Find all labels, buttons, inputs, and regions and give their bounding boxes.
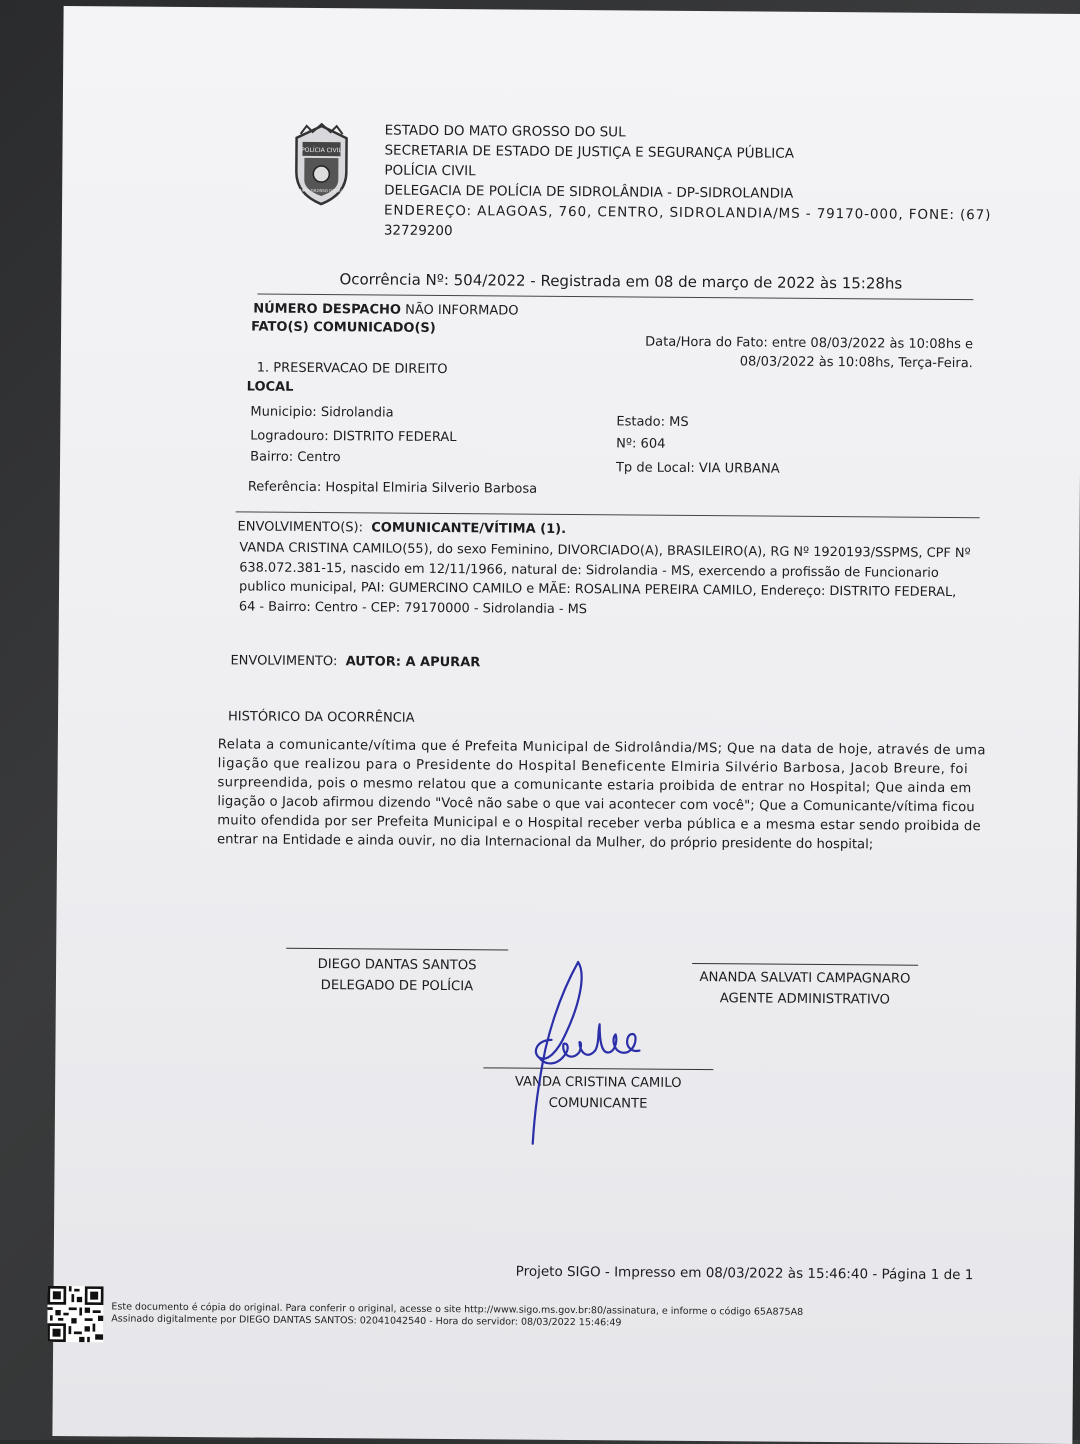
fatos-label: FATO(S) COMUNICADO(S) xyxy=(251,319,436,336)
envolvimento-line: 64 - Bairro: Centro - CEP: 79170000 - Sidrolandia - MS xyxy=(238,598,588,617)
historico-title: HISTÓRICO DA OCORRÊNCIA xyxy=(227,709,415,726)
historico-line: entrar na Entidade e ainda ouvir, no dia Internacional da Mulher, do próprio presidente do hospital; xyxy=(217,832,874,853)
envolvimento-autor xyxy=(230,651,480,672)
data-hora-line-2: 08/03/2022 às 10:08hs, Terça-Feira. xyxy=(739,354,973,372)
print-info: Projeto SIGO - Impresso em 08/03/2022 às 15:46:40 - Página 1 de 1 xyxy=(515,1263,974,1284)
despacho-value: NÃO INFORMADO xyxy=(400,302,519,319)
historico-line: Relata a comunicante/vítima que é Prefeita Municipal de Sidrolândia/MS; Que na data de hoje, através de uma xyxy=(217,737,986,759)
handwritten-signature xyxy=(495,953,667,1154)
footer-note-2: Assinado digitalmente por DIEGO DANTAS SANTOS: 02041042540 - Hora do servidor: 08/03/2022 15:46:49 xyxy=(111,1313,622,1329)
envolvimento-label: ENVOLVIMENTO(S): xyxy=(237,519,364,536)
envolvimento-role: AUTOR: A APURAR xyxy=(345,654,481,671)
fato-item: 1. PRESERVACAO DE DIREITO xyxy=(256,360,448,378)
historico-line: ligação o Jacob afirmou dizendo "Você não sabe o que vai acontecer com você"; Que a Comunicante/vítima ficou xyxy=(217,794,975,816)
data-hora-fato xyxy=(621,332,973,373)
despacho-label: NÚMERO DESPACHO xyxy=(253,301,402,318)
comunicante-role: COMUNICANTE xyxy=(548,1095,648,1112)
qr-code-icon xyxy=(47,1286,103,1342)
delegado-role: DELEGADO DE POLÍCIA xyxy=(320,978,474,995)
divider xyxy=(236,511,980,518)
svg-text:MATO GROSSO DO SUL: MATO GROSSO DO SUL xyxy=(297,187,345,194)
local-logradouro: Logradouro: DISTRITO FEDERAL xyxy=(250,428,457,446)
agente-name: ANANDA SALVATI CAMPAGNARO xyxy=(699,970,911,987)
historico-line: ligação que realizou para o Presidente do Hospital Beneficente Elmiria Silvério Barbosa, Jacob Breure, foi xyxy=(217,756,969,778)
police-crest-icon xyxy=(286,122,357,207)
historico-text xyxy=(217,735,994,855)
agente-role: AGENTE ADMINISTRATIVO xyxy=(719,991,890,1008)
signature-agente xyxy=(682,967,928,1011)
divider xyxy=(257,294,973,301)
local-municipio: Municipio: Sidrolandia xyxy=(250,404,394,421)
envolvimento-role: COMUNICANTE/VÍTIMA (1). xyxy=(371,520,567,537)
header-line-delegacia: DELEGACIA DE POLÍCIA DE SIDROLÂNDIA - DP-SIDROLANDIA xyxy=(384,182,794,202)
envolvimento-line: 638.072.381-15, nascido em 12/11/1966, natural de: Sidrolandia - MS, exercendo a profissão de Funcionario xyxy=(239,559,939,581)
svg-text:POLÍCIA CIVIL: POLÍCIA CIVIL xyxy=(301,146,342,155)
signature-line-delegado xyxy=(286,948,508,951)
signature-line-agente xyxy=(692,963,918,966)
data-hora-line-1: Data/Hora do Fato: entre 08/03/2022 às 10:08hs e xyxy=(645,334,974,353)
header-block xyxy=(384,121,992,246)
header-line-state: ESTADO DO MATO GROSSO DO SUL xyxy=(384,122,626,141)
header-line-endereco: ENDEREÇO: ALAGOAS, 760, CENTRO, SIDROLANDIA/MS - 79170-000, FONE: (67) xyxy=(383,202,992,224)
delegado-name: DIEGO DANTAS SANTOS xyxy=(317,957,477,974)
envolvimento-details xyxy=(239,538,982,622)
header-line-policia: POLÍCIA CIVIL xyxy=(384,162,476,180)
header-line-secretaria: SECRETARIA DE ESTADO DE JUSTIÇA E SEGURANÇA PÚBLICA xyxy=(384,142,795,162)
envolvimento-comunicante xyxy=(237,517,566,539)
comunicante-name: VANDA CRISTINA CAMILO xyxy=(514,1074,682,1091)
occurrence-title: Ocorrência Nº: 504/2022 - Registrada em 08 de março de 2022 às 15:28hs xyxy=(339,270,903,293)
header-line-fone: 32729200 xyxy=(383,222,453,240)
local-bairro: Bairro: Centro xyxy=(250,449,341,466)
historico-line: surpreendida, pois o mesmo relatou que a comunicante estaria proibida de entrar no Hospital; Que ainda em xyxy=(217,775,972,797)
historico-line: muito ofendida por ser Prefeita Municipal e o Hospital receber verba pública e a mesma estar sendo proibida de xyxy=(217,813,981,835)
envolvimento-line: VANDA CRISTINA CAMILO(55), do sexo Feminino, DIVORCIADO(A), BRASILEIRO(A), RG Nº 1920193/SSPMS, CPF Nº xyxy=(239,540,971,562)
local-referencia: Referência: Hospital Elmiria Silverio Barbosa xyxy=(247,479,538,497)
local-numero: Nº: 604 xyxy=(616,436,666,452)
local-estado: Estado: MS xyxy=(616,414,689,430)
envolvimento-label: ENVOLVIMENTO: xyxy=(230,653,338,670)
local-tipo: Tp de Local: VIA URBANA xyxy=(615,460,780,477)
signature-delegado xyxy=(276,954,518,998)
footer-note-1: Este documento é cópia do original. Para conferir o original, acesse o site http://www.sigo.ms.gov.br:80/assinatura, e informe o código 65A875A8 xyxy=(111,1301,804,1318)
document-page xyxy=(52,6,1080,1444)
local-label: LOCAL xyxy=(246,379,294,395)
envolvimento-line: publico municipal, PAI: GUMERCINO CAMILO e MÃE: ROSALINA PEREIRA CAMILO, Endereço: DISTRITO FEDERAL, xyxy=(239,579,957,601)
